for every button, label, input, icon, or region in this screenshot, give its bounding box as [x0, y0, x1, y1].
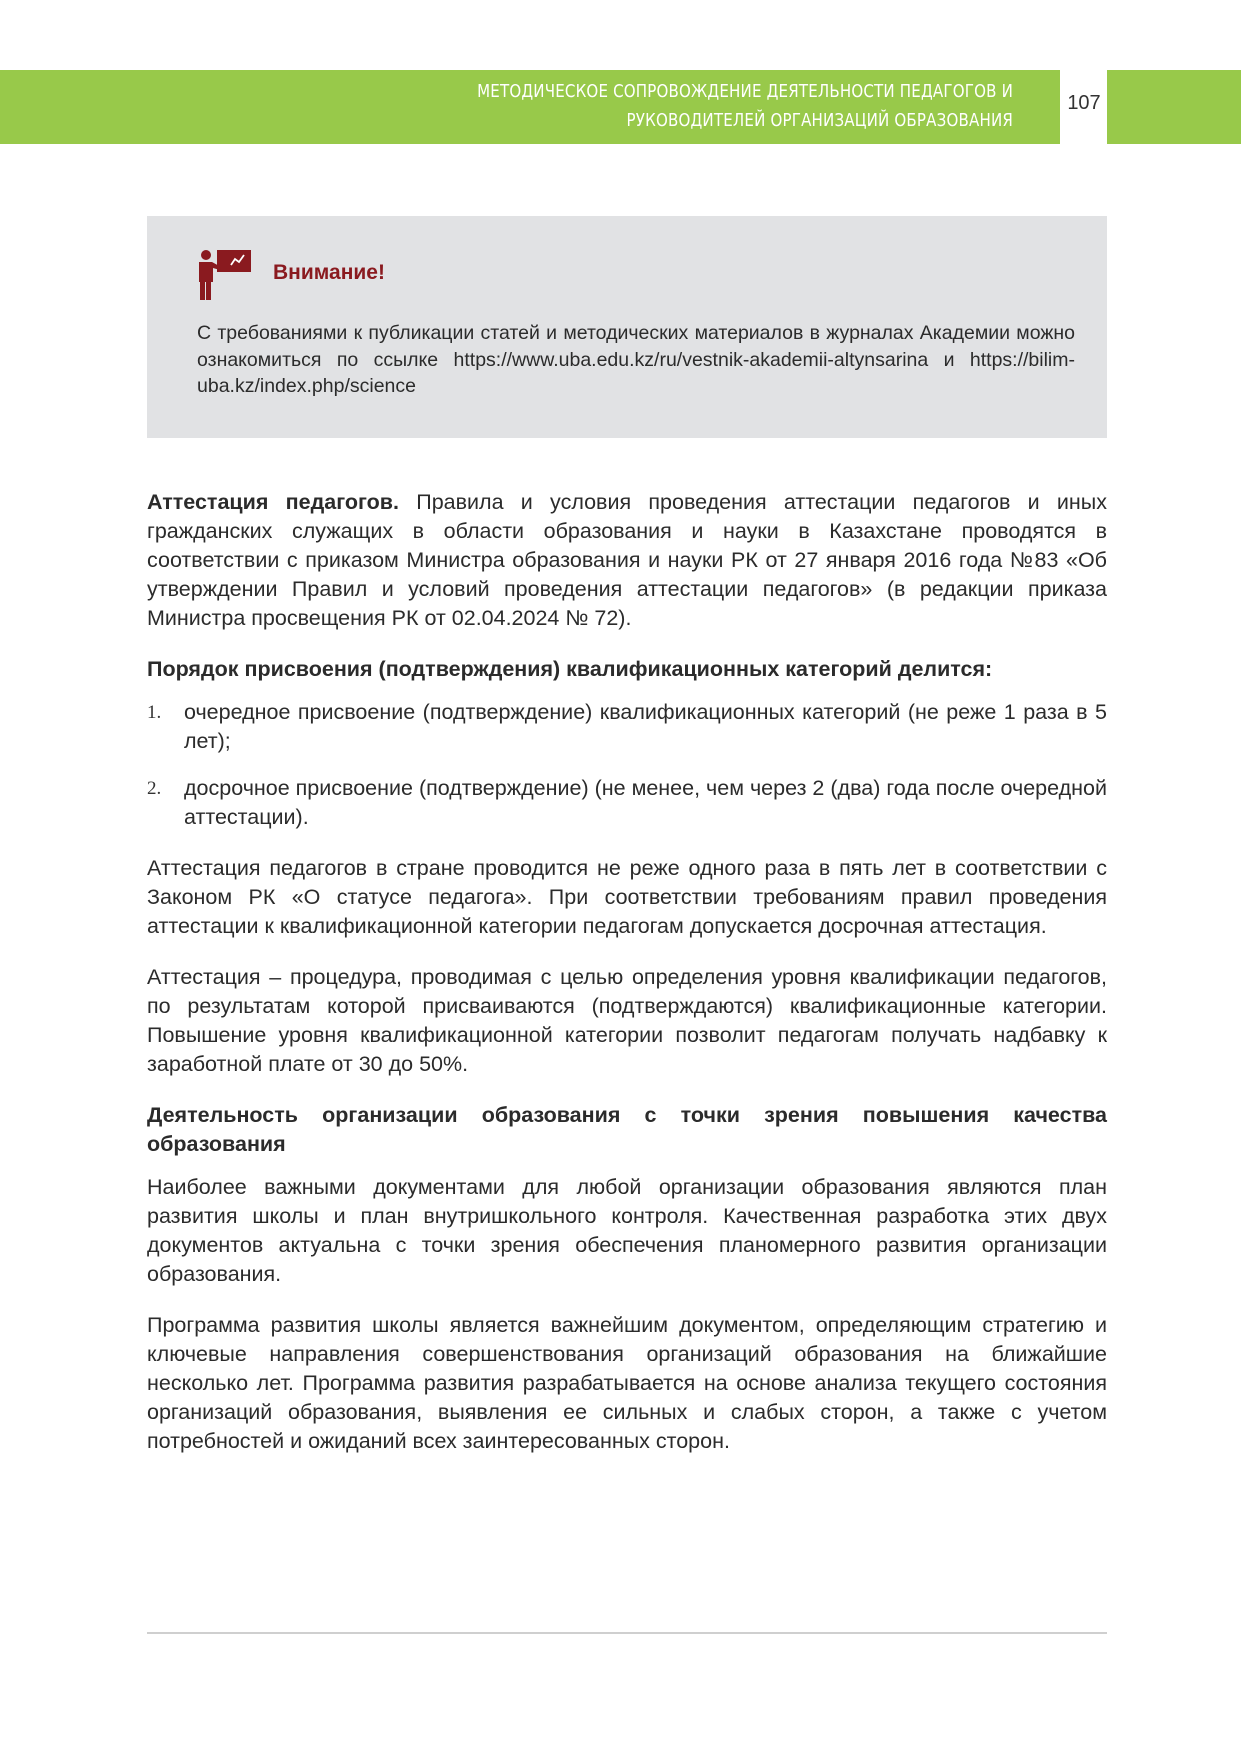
page-number: 107 [1067, 92, 1101, 114]
paragraph-documents: Наиболее важными документами для любой организации образования являются план развития школы и план внутришкольного контроля. Качественная разработка этих двух документов актуальна с точки зрения обеспечения планомерного развития организации образования. [147, 1175, 1107, 1286]
list-number: 1. [147, 702, 162, 723]
list-item [147, 698, 1107, 756]
paragraph-definition: Аттестация – процедура, проводимая с целью определения уровня квалификации педагогов, по результатам которой присваиваются (подтверждаются) квалификационные категории. Повышение уровня квалификационной категории позволит педагогам получать надбавку к заработной плате от 30 до 50%. [147, 965, 1107, 1076]
list-item [147, 774, 1107, 832]
paragraph-program: Программа развития школы является важнейшим документом, определяющим стратегию и ключевые направления совершенствования организаций образования на ближайшие несколько лет. Программа развития разрабатывается на основе анализа текущего состояния организаций образования, выявления ее сильных и слабых сторон, а также с учетом потребностей и ожиданий всех заинтересованных сторон. [147, 1313, 1107, 1453]
section-heading-order: Порядок присвоения (подтверждения) квалификационных категорий делится: [147, 657, 993, 681]
paragraph-lead: Аттестация педагогов. [147, 490, 399, 514]
paragraph-frequency: Аттестация педагогов в стране проводится не реже одного раза в пять лет в соответствии с Законом РК «О статусе педагога». При соответствии требованиям правил проведения аттестации к квалификационной категории педагогам допускается досрочная аттестация. [147, 856, 1107, 938]
section-heading-quality: Деятельность организации образования с точки зрения повышения качества образования [147, 1103, 1107, 1156]
running-title [359, 78, 1013, 136]
paragraph-attestation [147, 488, 1107, 633]
header-band-right [1107, 70, 1241, 144]
notice-box [147, 216, 1107, 438]
running-title-line1: МЕТОДИЧЕСКОЕ СОПРОВОЖДЕНИЕ ДЕЯТЕЛЬНОСТИ ПЕДАГОГОВ И [477, 82, 1013, 102]
list-item-text: досрочное присвоение (подтверждение) (не менее, чем через 2 (два) года после очередной аттестации). [184, 776, 1107, 829]
notice-text: С требованиями к публикации статей и методических материалов в журналах Академии можно ознакомиться по ссылке https://www.uba.edu.kz/ru/vestnik-akademii-altynsarina и https://bilim-uba.kz/index.php/science [197, 322, 1075, 397]
running-title-line2: РУКОВОДИТЕЛЕЙ ОРГАНИЗАЦИЙ ОБРАЗОВАНИЯ [626, 111, 1013, 131]
teacher-at-board-icon [195, 248, 255, 302]
paragraph-body: Правила и условия проведения аттестации педагогов и иных гражданских служащих в области образования и науки в Казахстане проводятся в соответствии с приказом Министра образования и науки РК от 27 января 2016 года №83 «Об утверждении Правил и условий проведения аттестации педагогов» (в редакции приказа Министра просвещения РК от 02.04.2024 № 72). [147, 490, 1107, 630]
footer-divider [147, 1632, 1107, 1634]
notice-title: Внимание! [273, 261, 385, 284]
main-content [147, 488, 1107, 1478]
list-item-text: очередное присвоение (подтверждение) квалификационных категорий (не реже 1 раза в 5 лет); [184, 700, 1107, 753]
list-number: 2. [147, 778, 162, 799]
numbered-list [147, 698, 1107, 832]
